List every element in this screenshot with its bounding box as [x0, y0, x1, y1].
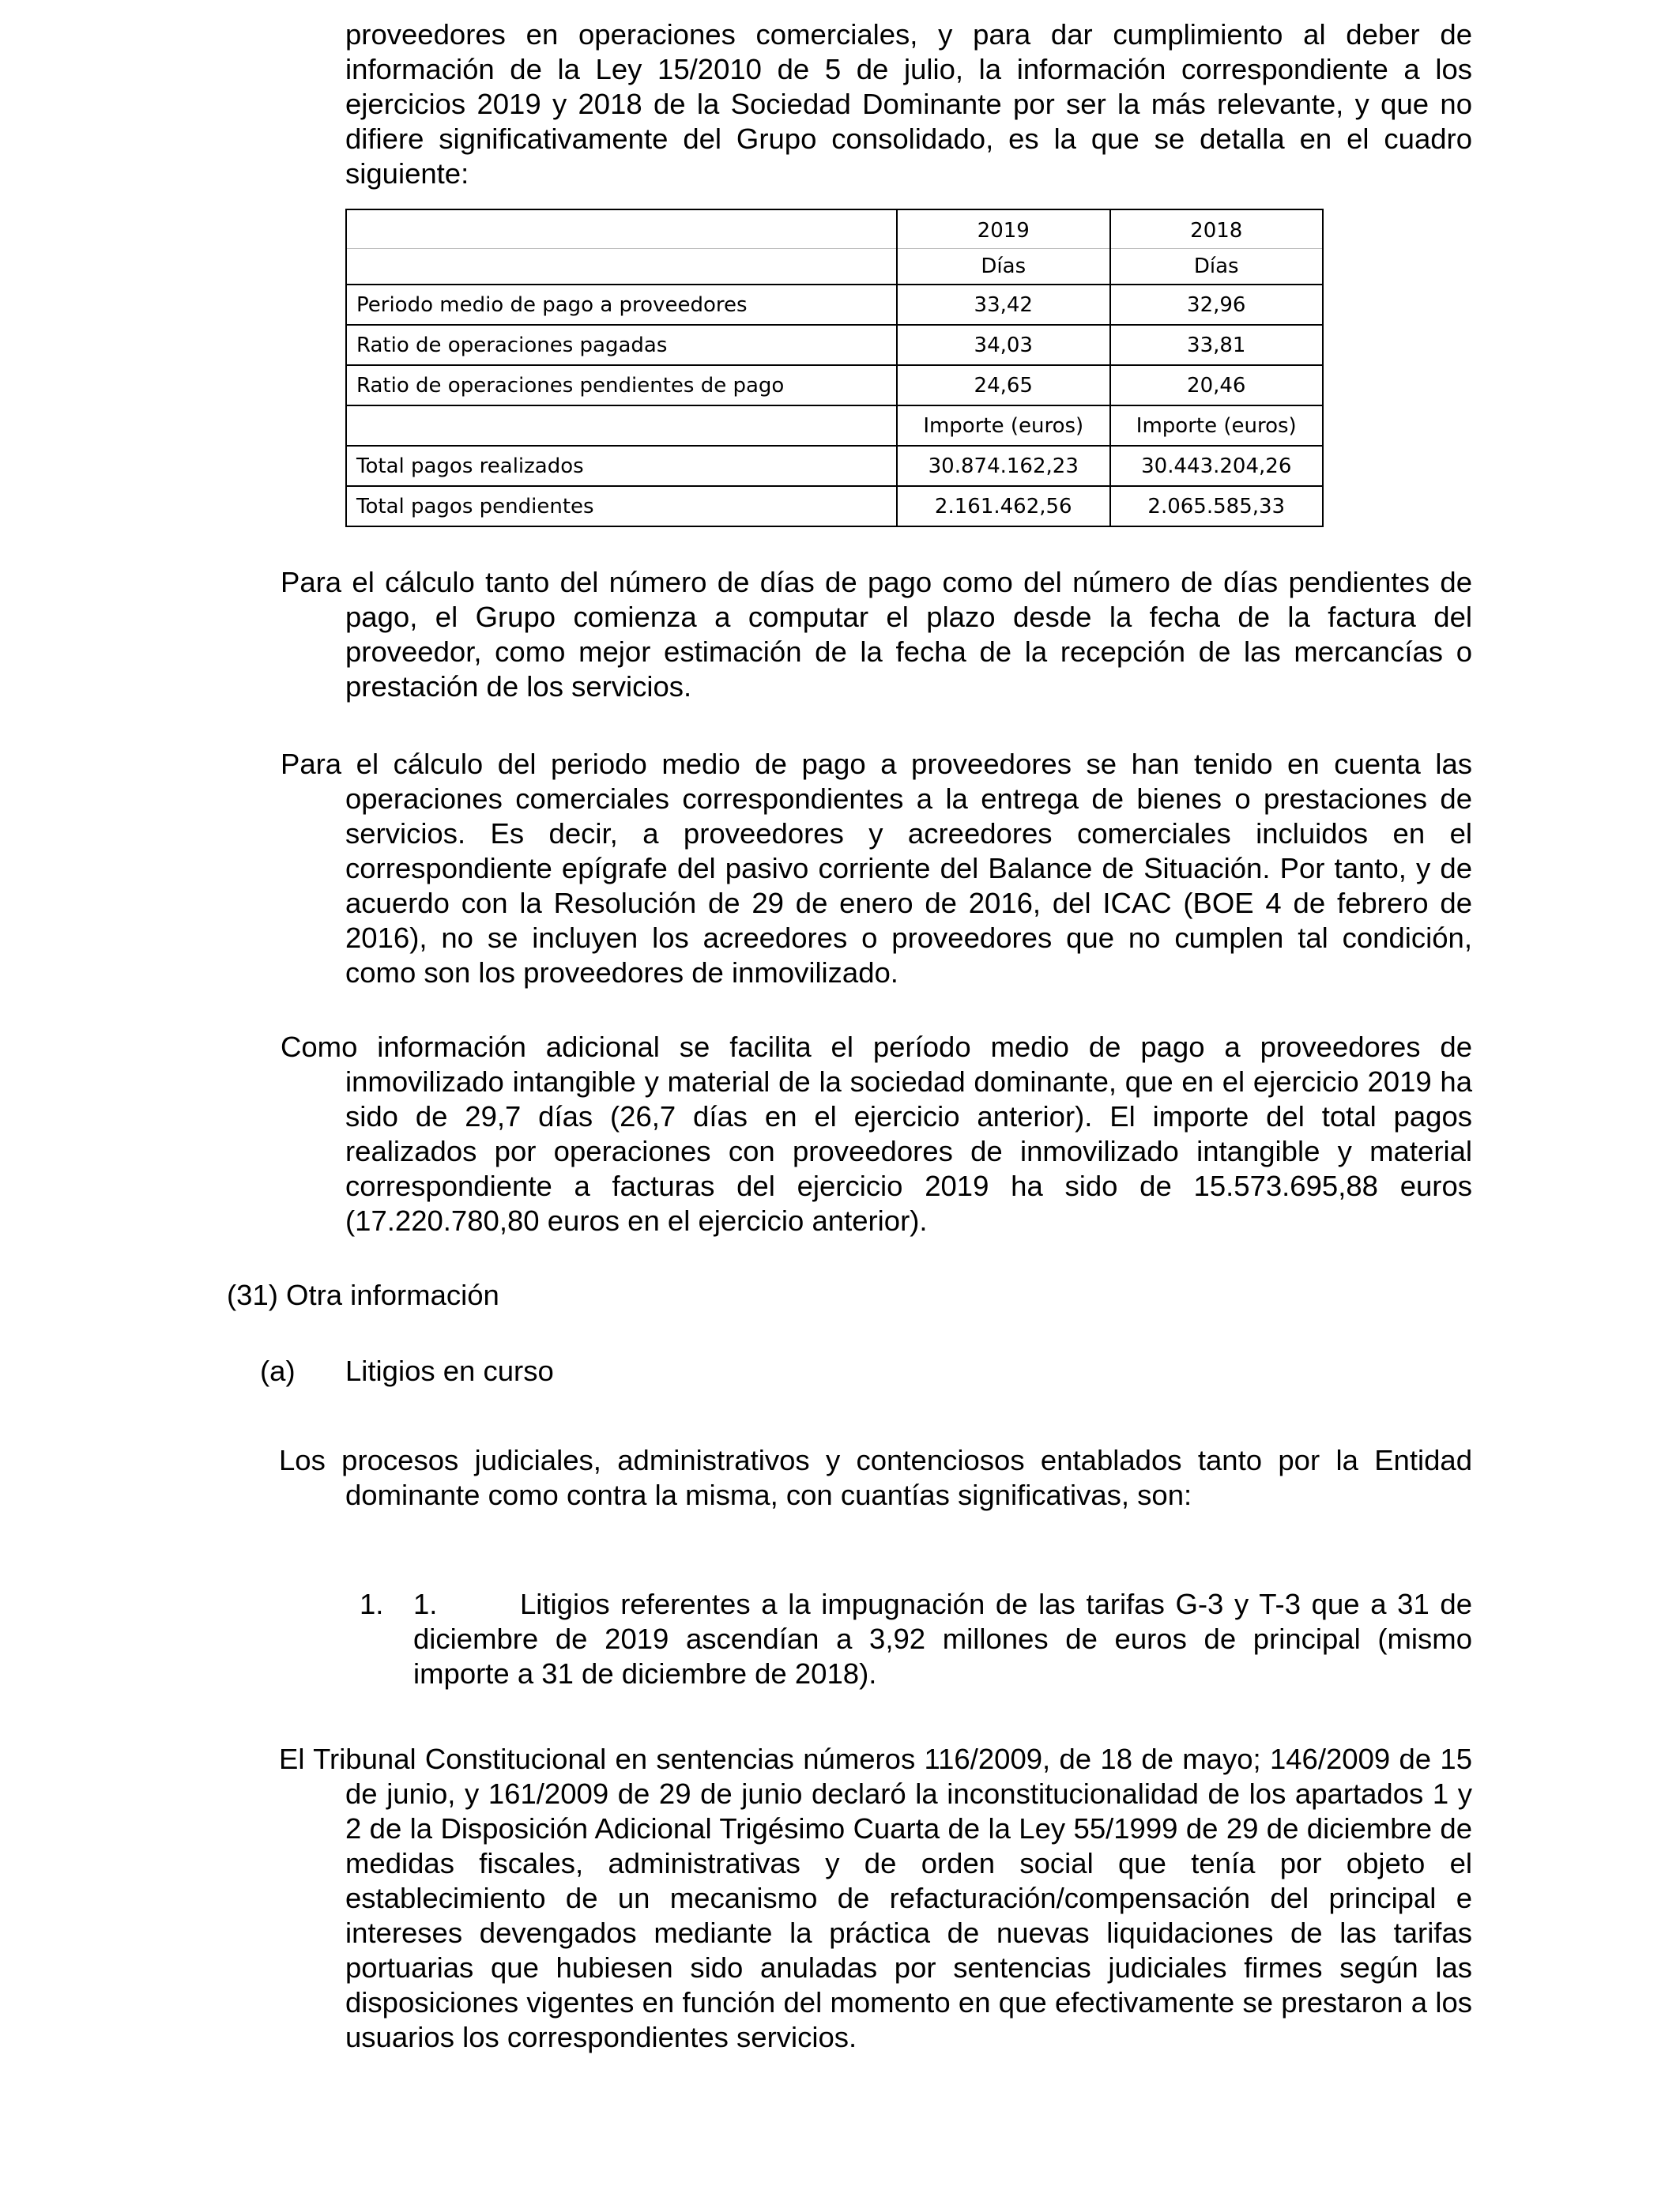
list-inner-number: 1.	[413, 1588, 438, 1620]
row-value-2018: 33,81	[1110, 325, 1324, 365]
table-unit-amount-2019: Importe (euros)	[897, 405, 1109, 446]
row-label: Periodo medio de pago a proveedores	[346, 285, 897, 325]
intro-paragraph: proveedores en operaciones comerciales, y para dar cumplimiento al deber de información de la Ley 15/2010 de 5 de julio, la información correspondiente a los ejercicios 2019 y 2018 de la Sociedad Dominante por ser la más relevante, y que no difiere significativamente del Grupo consolidado, es la que se detalla en el cuadro siguiente:	[345, 18, 1472, 190]
row-value-2019: 24,65	[897, 365, 1109, 405]
section-heading: (31) Otra información	[227, 1279, 499, 1311]
row-value-2019: 2.161.462,56	[897, 486, 1109, 526]
table-row	[346, 365, 1323, 405]
row-label: Total pagos pendientes	[346, 486, 897, 526]
row-value-2019: 30.874.162,23	[897, 446, 1109, 486]
table-header-blank	[346, 209, 897, 249]
paragraph-payment-days-calculation: Para el cálculo tanto del número de días de pago como del número de días pendientes de pago, el Grupo comienza a computar el plazo desde la fecha de la factura del proveedor, como mejor estimación de la fecha de la recepción de las mercancías o prestación de los servicios.	[281, 566, 1472, 703]
payment-period-table	[345, 209, 1324, 527]
table-row	[346, 446, 1323, 486]
table-unit-days-2019: Días	[897, 249, 1109, 285]
table-header-units-days	[346, 249, 1323, 285]
row-label-blank	[346, 405, 897, 446]
row-label: Ratio de operaciones pagadas	[346, 325, 897, 365]
table-header-2018: 2018	[1110, 209, 1324, 249]
table-header-years	[346, 209, 1323, 249]
table-unit-amount-2018: Importe (euros)	[1110, 405, 1324, 446]
paragraph-average-period-calculation: Para el cálculo del periodo medio de pago a proveedores se han tenido en cuenta las operaciones comerciales correspondientes a la entrega de bienes o prestaciones de servicios. Es decir, a proveedores y acreedores comerciales incluidos en el correspondiente epígrafe del pasivo corriente del Balance de Situación. Por tanto, y de acuerdo con la Resolución de 29 de enero de 2016, del ICAC (BOE 4 de febrero de 2016), no se incluyen los acreedores o proveedores que no cumplen tal condición, como son los proveedores de inmovilizado.	[281, 748, 1472, 989]
row-value-2018: 2.065.585,33	[1110, 486, 1324, 526]
list-outer-number: 1.	[360, 1588, 384, 1620]
table-unit-days-2018: Días	[1110, 249, 1324, 285]
paragraph-additional-information: Como información adicional se facilita el período medio de pago a proveedores de inmovilizado intangible y material de la sociedad dominante, que en el ejercicio 2019 ha sido de 29,7 días (26,7 días en el ejercicio anterior). El importe del total pagos realizados por operaciones con proveedores de inmovilizado intangible y material correspondiente a facturas del ejercicio 2019 ha sido de 15.573.695,88 euros (17.220.780,80 euros en el ejercicio anterior).	[281, 1031, 1472, 1237]
row-label: Total pagos realizados	[346, 446, 897, 486]
table-row	[346, 486, 1323, 526]
table-row	[346, 285, 1323, 325]
row-value-2019: 33,42	[897, 285, 1109, 325]
list-item	[413, 1587, 1472, 1691]
table-row-units-amount	[346, 405, 1323, 446]
row-value-2018: 32,96	[1110, 285, 1324, 325]
table-row	[346, 325, 1323, 365]
row-value-2018: 20,46	[1110, 365, 1324, 405]
list-item-text: Litigios referentes a la impugnación de las tarifas G-3 y T-3 que a 31 de diciembre de 2019 ascendían a 3,92 millones de euros de principal (mismo importe a 31 de diciembre de 2018).	[413, 1588, 1472, 1690]
paragraph-legal-proceedings: Los procesos judiciales, administrativos y contenciosos entablados tanto por la Entidad dominante como contra la misma, con cuantías significativas, son:	[279, 1444, 1472, 1511]
table-header-2019: 2019	[897, 209, 1109, 249]
subsection-letter: (a)	[260, 1355, 296, 1387]
row-label: Ratio de operaciones pendientes de pago	[346, 365, 897, 405]
subsection-title: Litigios en curso	[345, 1355, 554, 1387]
row-value-2019: 34,03	[897, 325, 1109, 365]
table-header-blank	[346, 249, 897, 285]
paragraph-constitutional-court: El Tribunal Constitucional en sentencias números 116/2009, de 18 de mayo; 146/2009 de 15 de junio, y 161/2009 de 29 de junio declaró la inconstitucionalidad de los apartados 1 y 2 de la Disposición Adicional Trigésimo Cuarta de la Ley 55/1999 de 29 de diciembre de medidas fiscales, administrativas y de orden social que tenía por objeto el establecimiento de un mecanismo de refacturación/compensación del principal e intereses devengados mediante la práctica de nuevas liquidaciones de las tarifas portuarias que hubiesen sido anuladas por sentencias judiciales firmes según las disposiciones vigentes en función del momento en que efectivamente se prestaron a los usuarios los correspondientes servicios.	[279, 1743, 1472, 2053]
row-value-2018: 30.443.204,26	[1110, 446, 1324, 486]
